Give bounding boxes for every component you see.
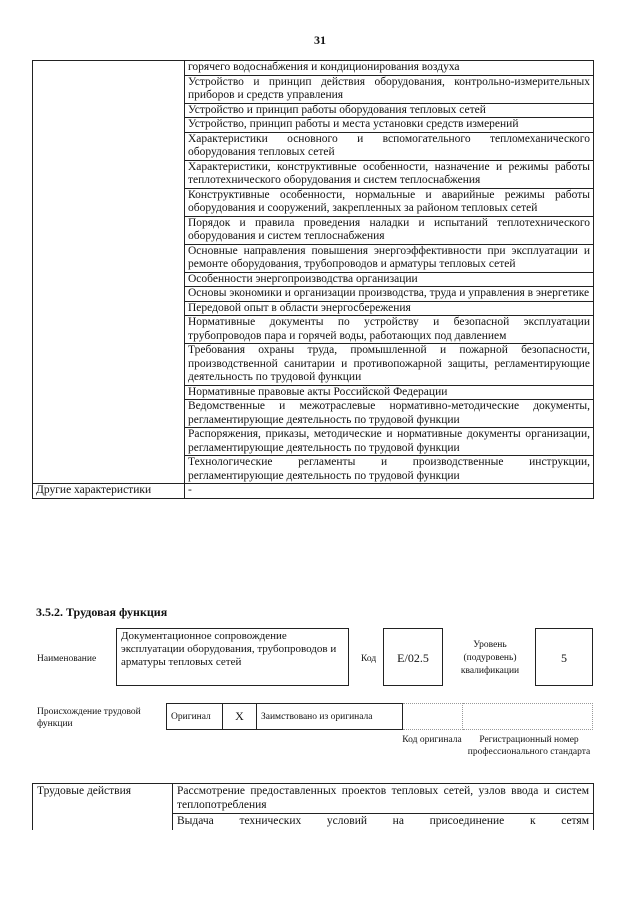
knowledge-item: Характеристики, конструктивные особенности, назначение и режимы работы теплотехнического оборудования и систем теплоснабжения (185, 160, 594, 188)
function-name-value: Документационное сопровождение эксплуатации оборудования, трубопроводов и арматуры тепловых сетей (116, 628, 349, 686)
origin-code-caption: Код оригинала (402, 735, 462, 745)
code-label: Код (361, 654, 377, 664)
action-row: Рассмотрение предоставленных проектов тепловых сетей, узлов ввода и систем теплопотребления (173, 784, 594, 814)
reg-number-cell (463, 704, 593, 730)
knowledge-item: Порядок и правила проведения наладки и испытаний теплотехнического оборудования и систем теплоснабжения (185, 216, 594, 244)
knowledge-item: Нормативные документы по устройству и безопасной эксплуатации трубопроводов пара и горячей воды, работающих под давлением (185, 316, 594, 344)
knowledge-item: Технологические регламенты и производственные инструкции, регламентирующие деятельность по трудовой функции (185, 456, 594, 484)
original-mark: X (223, 704, 257, 730)
knowledge-table (32, 60, 594, 499)
knowledge-item: Основные направления повышения энергоэффективности при эксплуатации и ремонте оборудования, трубопроводов и арматуры тепловых сетей (185, 244, 594, 272)
knowledge-item: горячего водоснабжения и кондиционирования воздуха (185, 61, 594, 76)
knowledge-item: Распоряжения, приказы, методические и нормативные документы организации, регламентирующие деятельность по трудовой функции (185, 428, 594, 456)
qualification-level-label: Уровень (подуровень) квалификации (460, 640, 520, 676)
actions-table (32, 783, 594, 830)
knowledge-item: Ведомственные и межотраслевые нормативно-методические документы, регламентирующие деятельность по трудовой функции (185, 400, 594, 428)
knowledge-item: Устройство, принцип работы и места установки средств измерений (185, 118, 594, 133)
knowledge-item: Особенности энергопроизводства организации (185, 272, 594, 287)
qualification-level-value: 5 (535, 628, 593, 686)
knowledge-item: Характеристики основного и вспомогательного тепломеханического оборудования тепловых сетей (185, 132, 594, 160)
origin-table (166, 703, 593, 730)
knowledge-item: Нормативные правовые акты Российской Федерации (185, 385, 594, 400)
page-number: 31 (314, 33, 326, 47)
knowledge-item: Устройство и принцип работы оборудования тепловых сетей (185, 103, 594, 118)
knowledge-item: Конструктивные особенности, нормальные и аварийные режимы работы оборудования и сооружений, закрепленных за районом тепловых сетей (185, 188, 594, 216)
origin-label: Происхождение трудовой функции (37, 707, 141, 729)
knowledge-row (33, 61, 594, 76)
reg-number-caption: Регистрационный номер профессионального стандарта (467, 735, 591, 757)
knowledge-item: Устройство и принцип действия оборудования, контрольно-измерительных приборов и средств управления (185, 75, 594, 103)
section-heading: 3.5.2. Трудовая функция (36, 605, 168, 619)
knowledge-item: Передовой опыт в области энергосбережения (185, 301, 594, 316)
knowledge-item: Требования охраны труда, промышленной и пожарной безопасности, производственной санитарии и противопожарной защиты, регламентирующие деятельность по трудовой функции (185, 344, 594, 386)
knowledge-item: Основы экономики и организации производства, труда и управления в энергетике (185, 287, 594, 302)
original-label: Оригинал (167, 704, 223, 730)
actions-label: Трудовые действия (33, 784, 173, 831)
knowledge-label-cell (33, 61, 185, 484)
other-characteristics-row (33, 484, 594, 499)
other-characteristics-label: Другие характеристики (33, 484, 185, 499)
other-characteristics-value: - (185, 484, 594, 499)
function-name-label: Наименование (37, 654, 97, 664)
borrowed-label: Заимствовано из оригинала (257, 704, 403, 730)
code-value: E/02.5 (383, 628, 443, 686)
action-row: Выдача технических условий на присоединение к сетям (173, 814, 594, 831)
origin-code-cell (403, 704, 463, 730)
